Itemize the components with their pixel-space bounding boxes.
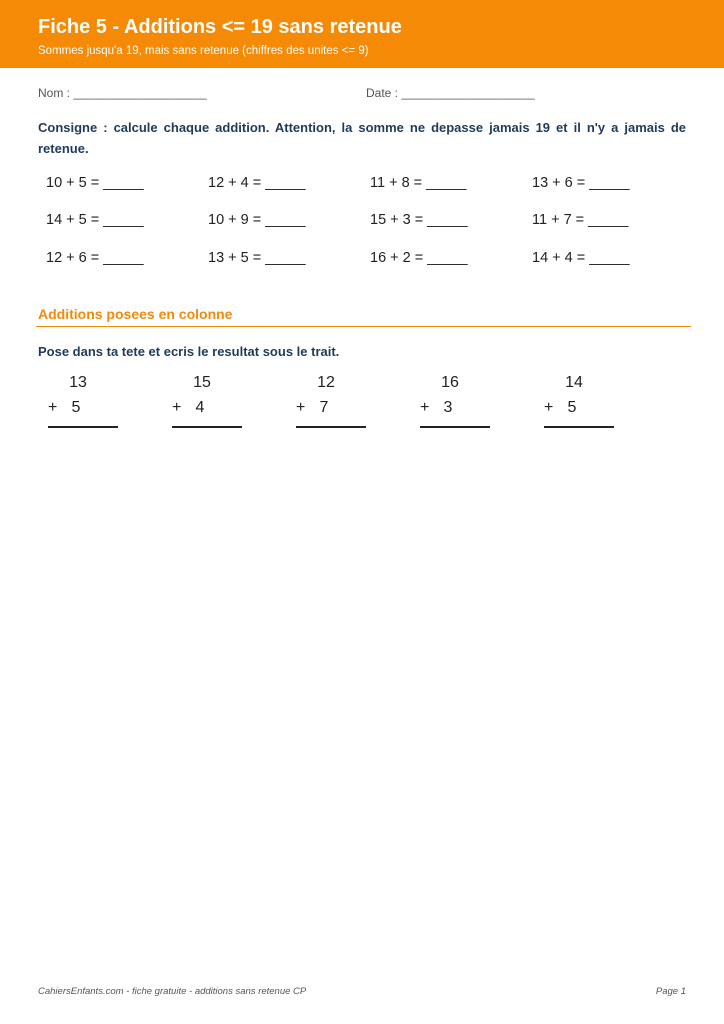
header-banner bbox=[0, 0, 724, 68]
exercise-item: 15 + 3 = _____ bbox=[370, 212, 468, 228]
column-top-number: 12 bbox=[317, 374, 335, 391]
column-addition bbox=[172, 372, 244, 432]
column-bottom-number: 3 bbox=[443, 399, 453, 416]
plus-sign: + bbox=[296, 399, 306, 416]
name-field: Nom : ____________________ bbox=[38, 86, 207, 100]
plus-sign: + bbox=[172, 399, 182, 416]
result-line bbox=[420, 426, 490, 428]
column-addition bbox=[544, 372, 616, 432]
exercise-item: 13 + 5 = _____ bbox=[208, 250, 306, 266]
page-subtitle: Sommes jusqu'a 19, mais sans retenue (chiffres des unites <= 9) bbox=[38, 45, 369, 57]
exercise-item: 12 + 4 = _____ bbox=[208, 175, 306, 191]
result-line bbox=[172, 426, 242, 428]
exercise-item: 14 + 5 = _____ bbox=[46, 212, 144, 228]
result-line bbox=[296, 426, 366, 428]
column-bottom-number: 5 bbox=[71, 399, 81, 416]
exercise-item: 16 + 2 = _____ bbox=[370, 250, 468, 266]
plus-sign: + bbox=[544, 399, 554, 416]
column-addition bbox=[48, 372, 120, 432]
exercise-item: 13 + 6 = _____ bbox=[532, 175, 630, 191]
exercise-item: 14 + 4 = _____ bbox=[532, 250, 630, 266]
result-line bbox=[544, 426, 614, 428]
date-field: Date : ____________________ bbox=[366, 86, 535, 100]
exercise-item: 11 + 7 = _____ bbox=[532, 212, 629, 228]
page-title: Fiche 5 - Additions <= 19 sans retenue bbox=[38, 16, 402, 38]
column-addition bbox=[296, 372, 368, 432]
exercise-item: 10 + 5 = _____ bbox=[46, 175, 144, 191]
exercise-item: 10 + 9 = _____ bbox=[208, 212, 306, 228]
plus-sign: + bbox=[420, 399, 430, 416]
column-instructions: Pose dans ta tete et ecris le resultat sous le trait. bbox=[38, 344, 340, 359]
column-bottom-number: 4 bbox=[195, 399, 205, 416]
column-top-number: 16 bbox=[441, 374, 459, 391]
exercise-item: 12 + 6 = _____ bbox=[46, 250, 144, 266]
section-divider bbox=[36, 326, 691, 327]
column-bottom-number: 7 bbox=[319, 399, 329, 416]
column-bottom-number: 5 bbox=[567, 399, 577, 416]
page-number: Page 1 bbox=[655, 986, 686, 997]
instructions: Consigne : calcule chaque addition. Attention, la somme ne depasse jamais 19 et il n'y a jamais de retenue. bbox=[38, 120, 686, 156]
column-top-number: 14 bbox=[565, 374, 583, 391]
plus-sign: + bbox=[48, 399, 58, 416]
result-line bbox=[48, 426, 118, 428]
exercise-item: 11 + 8 = _____ bbox=[370, 175, 467, 191]
section-title: Additions posees en colonne bbox=[38, 306, 233, 322]
column-top-number: 15 bbox=[193, 374, 211, 391]
column-top-number: 13 bbox=[69, 374, 87, 391]
footer-credit: CahiersEnfants.com - fiche gratuite - additions sans retenue CP bbox=[38, 986, 307, 997]
column-addition bbox=[420, 372, 492, 432]
